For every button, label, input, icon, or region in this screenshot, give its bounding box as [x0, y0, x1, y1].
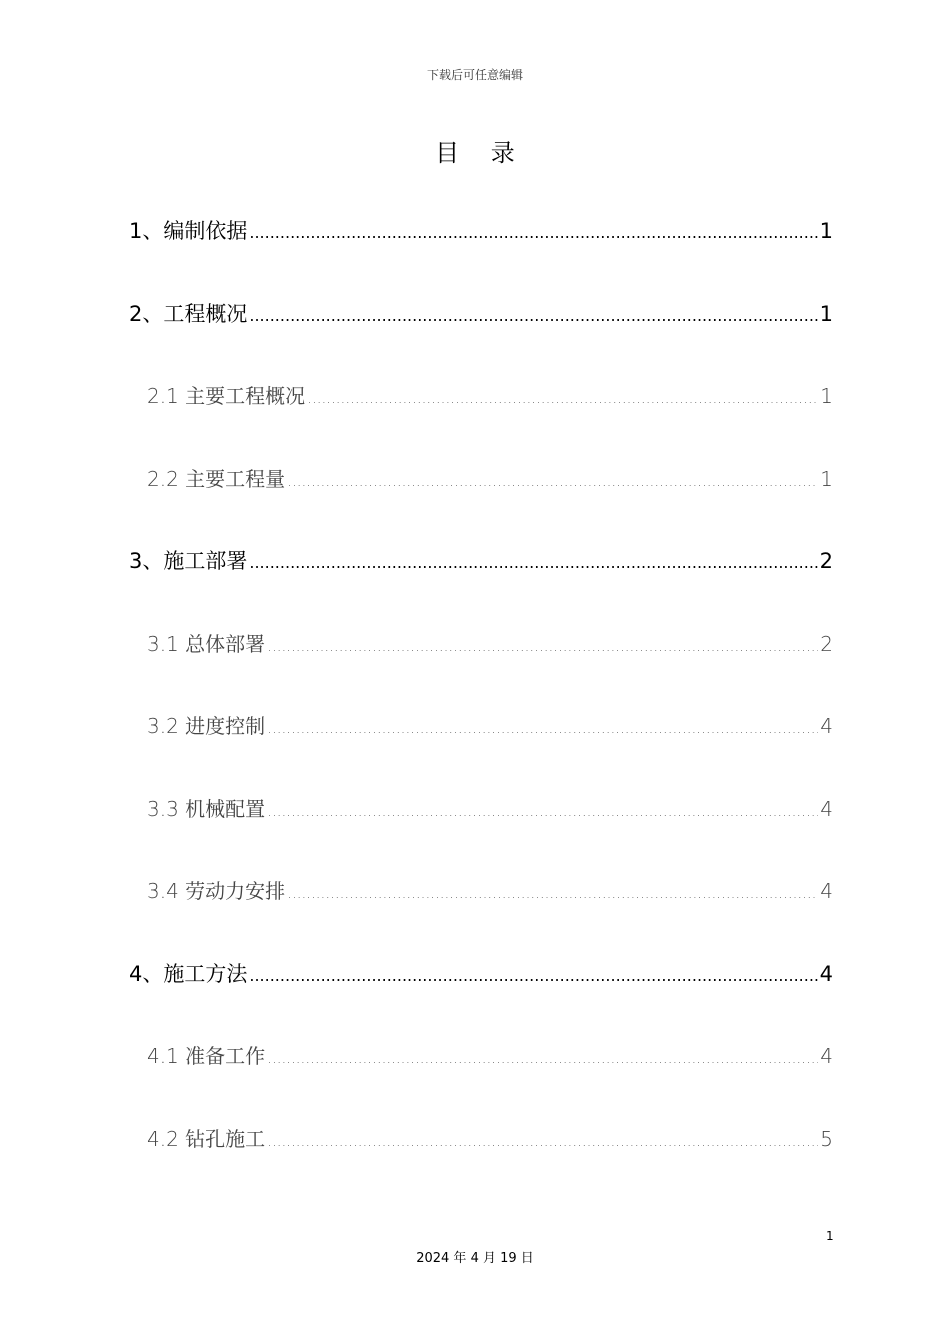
toc-entry-page: 4: [820, 879, 833, 903]
toc-entry-label: 4.1 准备工作: [147, 1044, 266, 1068]
toc-dot-leader: [267, 802, 818, 820]
toc-entry-page: 1: [820, 384, 833, 408]
toc-entry-label: 3、施工部署: [129, 549, 248, 573]
toc-dot-leader: [249, 223, 817, 242]
table-of-contents: [129, 215, 833, 1205]
toc-entry-label: 3.4 劳动力安排: [147, 879, 286, 903]
toc-entry-page: 4: [820, 1044, 833, 1068]
toc-subentry[interactable]: [129, 793, 833, 876]
toc-entry-label: 2.1 主要工程概况: [147, 384, 306, 408]
toc-subentry[interactable]: [129, 710, 833, 793]
header-note: 下载后可任意编辑: [426, 68, 523, 82]
toc-entry-page: 2: [819, 549, 833, 573]
toc-subentry[interactable]: [129, 1040, 833, 1123]
footer-date: 2024 年 4 月 19 日: [416, 1251, 534, 1266]
toc-entry-page: 4: [820, 796, 833, 821]
toc-entry-page: 1: [820, 466, 833, 491]
toc-subentry[interactable]: [129, 628, 833, 711]
toc-entry-label: 2.2 主要工程量: [147, 466, 286, 491]
toc-dot-leader: [307, 389, 818, 407]
toc-entry-page: 2: [820, 631, 833, 656]
page-number: 1: [826, 1229, 834, 1243]
toc-entry-page: 4: [819, 961, 833, 986]
toc-entry-label: 1、编制依据: [129, 219, 248, 243]
toc-entry[interactable]: [129, 298, 833, 381]
toc-subentry[interactable]: [129, 380, 833, 463]
toc-dot-leader: [267, 1049, 818, 1067]
toc-entry[interactable]: [129, 215, 833, 298]
toc-entry-page: 1: [819, 219, 833, 243]
toc-entry-label: 3.3 机械配置: [147, 796, 266, 821]
toc-entry-page: 4: [820, 714, 833, 738]
toc-dot-leader: [249, 553, 817, 572]
toc-dot-leader: [267, 719, 818, 737]
toc-entry-label: 4、施工方法: [129, 961, 248, 986]
toc-dot-leader: [287, 472, 818, 490]
toc-subentry[interactable]: [129, 463, 833, 546]
toc-dot-leader: [249, 306, 817, 325]
toc-entry-label: 2、工程概况: [129, 301, 248, 326]
toc-entry-page: 1: [819, 301, 833, 326]
toc-title: 目 录: [435, 139, 527, 167]
toc-dot-leader: [267, 1132, 818, 1150]
toc-entry-label: 3.2 进度控制: [147, 714, 266, 738]
toc-entry-label: 4.2 钻孔施工: [147, 1126, 266, 1151]
toc-entry-label: 3.1 总体部署: [147, 631, 266, 656]
toc-subentry[interactable]: [129, 1123, 833, 1206]
toc-entry[interactable]: [129, 545, 833, 628]
toc-dot-leader: [287, 884, 818, 902]
toc-dot-leader: [249, 966, 817, 985]
toc-dot-leader: [267, 637, 818, 655]
toc-entry-page: 5: [820, 1126, 833, 1151]
toc-entry[interactable]: [129, 958, 833, 1041]
toc-subentry[interactable]: [129, 875, 833, 958]
